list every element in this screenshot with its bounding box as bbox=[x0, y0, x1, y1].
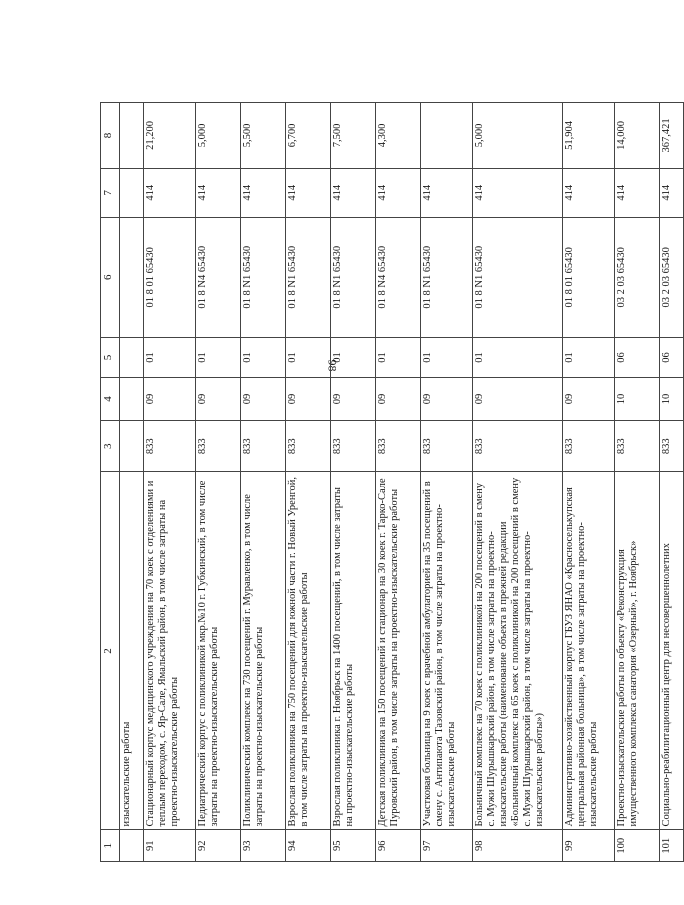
col-5-value: 01 bbox=[331, 337, 376, 377]
col-5-value: 06 bbox=[615, 337, 660, 377]
col-6-value: 01 8 N1 65430 bbox=[241, 217, 286, 337]
header-col-8: 8 bbox=[101, 103, 120, 169]
object-name: Участковая больница на 9 коек с врачебной амбулаторией на 35 посещений в смену с. Антипаюта Тазовский район, в том числе затраты на проектно-изыскательские работы bbox=[421, 472, 473, 830]
col-4-value: 09 bbox=[473, 377, 563, 420]
col-5-value: 01 bbox=[421, 337, 473, 377]
col-4-value: 09 bbox=[196, 377, 241, 420]
table-row bbox=[331, 103, 376, 862]
table-header bbox=[101, 103, 120, 862]
amount-value: 367,421 bbox=[660, 103, 684, 169]
col-5-value: 01 bbox=[376, 337, 421, 377]
table-row bbox=[196, 103, 241, 862]
row-number: 94 bbox=[286, 830, 331, 862]
col-5-value: 01 bbox=[241, 337, 286, 377]
object-name: Детская поликлиника на 150 посещений и стационар на 30 коек г. Тарко-Сале Пуровский район, в том числе затраты на проектно-изыскательские работы bbox=[376, 472, 421, 830]
row-number: 92 bbox=[196, 830, 241, 862]
object-name: Взрослая поликлиника на 750 посещений для южной части г. Новый Уренгой, в том числе затраты на проектно-изыскательские работы bbox=[286, 472, 331, 830]
table-row bbox=[421, 103, 473, 862]
row-number: 99 bbox=[563, 830, 615, 862]
budget-table bbox=[100, 102, 684, 862]
col-7-value: 414 bbox=[421, 168, 473, 217]
col-4-value: 09 bbox=[286, 377, 331, 420]
col-4-value: 09 bbox=[331, 377, 376, 420]
continuation-text: изыскательские работы bbox=[120, 472, 144, 830]
col-3-value: 833 bbox=[196, 420, 241, 472]
row-number: 96 bbox=[376, 830, 421, 862]
col-7-value: 414 bbox=[615, 168, 660, 217]
col-6-value: 01 8 N1 65430 bbox=[421, 217, 473, 337]
col-7-value: 414 bbox=[286, 168, 331, 217]
col-4-value: 09 bbox=[421, 377, 473, 420]
col-4-value: 09 bbox=[241, 377, 286, 420]
object-name: Стационарный корпус медицинского учреждения на 70 коек с отделениями и теплым переходом, с. Яр-Сале, Ямальский район, в том числе затраты на проектно-изыскательские работы bbox=[144, 472, 196, 830]
amount-value: 51,904 bbox=[563, 103, 615, 169]
col-5-value: 01 bbox=[473, 337, 563, 377]
col-5-value: 01 bbox=[286, 337, 331, 377]
col-6-value: 01 8 N1 65430 bbox=[286, 217, 331, 337]
col-6-value: 01 8 N1 65430 bbox=[331, 217, 376, 337]
object-name: Педиатрический корпус с поликлиникой мкр.№10 г. Губкинский, в том числе затраты на проектно-изыскательские работы bbox=[196, 472, 241, 830]
col-3-value: 833 bbox=[331, 420, 376, 472]
col-5-value: 06 bbox=[660, 337, 684, 377]
col-7-value: 414 bbox=[196, 168, 241, 217]
object-name: Проектно-изыскательские работы по объекту «Реконструкция имущественного комплекса санатория «Озерный», г. Ноябрьск» bbox=[615, 472, 660, 830]
col-5-value: 01 bbox=[144, 337, 196, 377]
object-name: Административно-хозяйственный корпус ГБУЗ ЯНАО «Красноселькупская центральная районная больница», в том числе затраты на проектно-изыскательские работы bbox=[563, 472, 615, 830]
row-number: 97 bbox=[421, 830, 473, 862]
row-number: 95 bbox=[331, 830, 376, 862]
amount-value: 7,500 bbox=[331, 103, 376, 169]
table-row bbox=[376, 103, 421, 862]
col-3-value: 833 bbox=[241, 420, 286, 472]
col-3-value: 833 bbox=[473, 420, 563, 472]
table-row-continuation bbox=[120, 103, 144, 862]
col-7-value: 414 bbox=[473, 168, 563, 217]
object-name: Взрослая поликлиника г. Ноябрьск на 1400 посещений, в том числе затраты на проектно-изыскательские работы bbox=[331, 472, 376, 830]
header-col-7: 7 bbox=[101, 168, 120, 217]
col-7-value: 414 bbox=[660, 168, 684, 217]
budget-table-sheet bbox=[100, 102, 672, 862]
col-6-value: 01 8 N4 65430 bbox=[196, 217, 241, 337]
table-row bbox=[660, 103, 684, 862]
col-3-value: 833 bbox=[286, 420, 331, 472]
col-4-value: 10 bbox=[615, 377, 660, 420]
header-col-2: 2 bbox=[101, 472, 120, 830]
col-7-value: 414 bbox=[144, 168, 196, 217]
col-3-value: 833 bbox=[144, 420, 196, 472]
header-col-6: 6 bbox=[101, 217, 120, 337]
col-4-value: 09 bbox=[376, 377, 421, 420]
table-row bbox=[286, 103, 331, 862]
header-col-3: 3 bbox=[101, 420, 120, 472]
col-6-value: 01 8 01 65430 bbox=[144, 217, 196, 337]
col-6-value: 01 8 01 65430 bbox=[563, 217, 615, 337]
col-6-value: 03 2 03 65430 bbox=[660, 217, 684, 337]
table-row bbox=[473, 103, 563, 862]
row-number: 98 bbox=[473, 830, 563, 862]
table-row bbox=[563, 103, 615, 862]
col-6-value: 01 8 N4 65430 bbox=[376, 217, 421, 337]
col-4-value: 10 bbox=[660, 377, 684, 420]
amount-value bbox=[421, 103, 473, 169]
object-name: Социально-реабилитационный центр для несовершеннолетних bbox=[660, 472, 684, 830]
amount-value: 5,000 bbox=[473, 103, 563, 169]
table-row bbox=[144, 103, 196, 862]
object-name: Поликлинический комплекс на 730 посещений г. Муравленко, в том числе затраты на проектно-изыскательские работы bbox=[241, 472, 286, 830]
col-4-value: 09 bbox=[144, 377, 196, 420]
amount-value: 6,700 bbox=[286, 103, 331, 169]
col-5-value: 01 bbox=[196, 337, 241, 377]
col-3-value: 833 bbox=[421, 420, 473, 472]
row-number: 93 bbox=[241, 830, 286, 862]
row-number: 91 bbox=[144, 830, 196, 862]
col-5-value: 01 bbox=[563, 337, 615, 377]
col-3-value: 833 bbox=[615, 420, 660, 472]
col-7-value: 414 bbox=[376, 168, 421, 217]
amount-value: 21,200 bbox=[144, 103, 196, 169]
col-4-value: 09 bbox=[563, 377, 615, 420]
col-3-value: 833 bbox=[660, 420, 684, 472]
col-6-value: 03 2 03 65430 bbox=[615, 217, 660, 337]
amount-value: 14,000 bbox=[615, 103, 660, 169]
amount-value: 5,500 bbox=[241, 103, 286, 169]
col-3-value: 833 bbox=[376, 420, 421, 472]
col-7-value: 414 bbox=[563, 168, 615, 217]
col-6-value: 01 8 N1 65430 bbox=[473, 217, 563, 337]
col-3-value: 833 bbox=[563, 420, 615, 472]
page-number: 98 bbox=[325, 359, 340, 372]
table-row bbox=[615, 103, 660, 862]
row-number: 101 bbox=[660, 830, 684, 862]
table-row bbox=[241, 103, 286, 862]
amount-value: 5,000 bbox=[196, 103, 241, 169]
amount-value: 4,300 bbox=[376, 103, 421, 169]
col-7-value: 414 bbox=[331, 168, 376, 217]
row-number: 100 bbox=[615, 830, 660, 862]
object-name: Больничный комплекс на 70 коек с поликлиникой на 200 посещений в смену с. Мужи Шурышкарский район, в том числе затраты на проектно-изыскательские работы (наименование объекта в прежней редакции «Больничный комплекс на 65 коек с поликлиникой на 200 посещений в смену с. Мужи Шурышкарский район, в том числе затраты на проектно-изыскательские работы») bbox=[473, 472, 563, 830]
col-7-value: 414 bbox=[241, 168, 286, 217]
header-col-5: 5 bbox=[101, 337, 120, 377]
header-col-4: 4 bbox=[101, 377, 120, 420]
header-col-1: 1 bbox=[101, 830, 120, 862]
